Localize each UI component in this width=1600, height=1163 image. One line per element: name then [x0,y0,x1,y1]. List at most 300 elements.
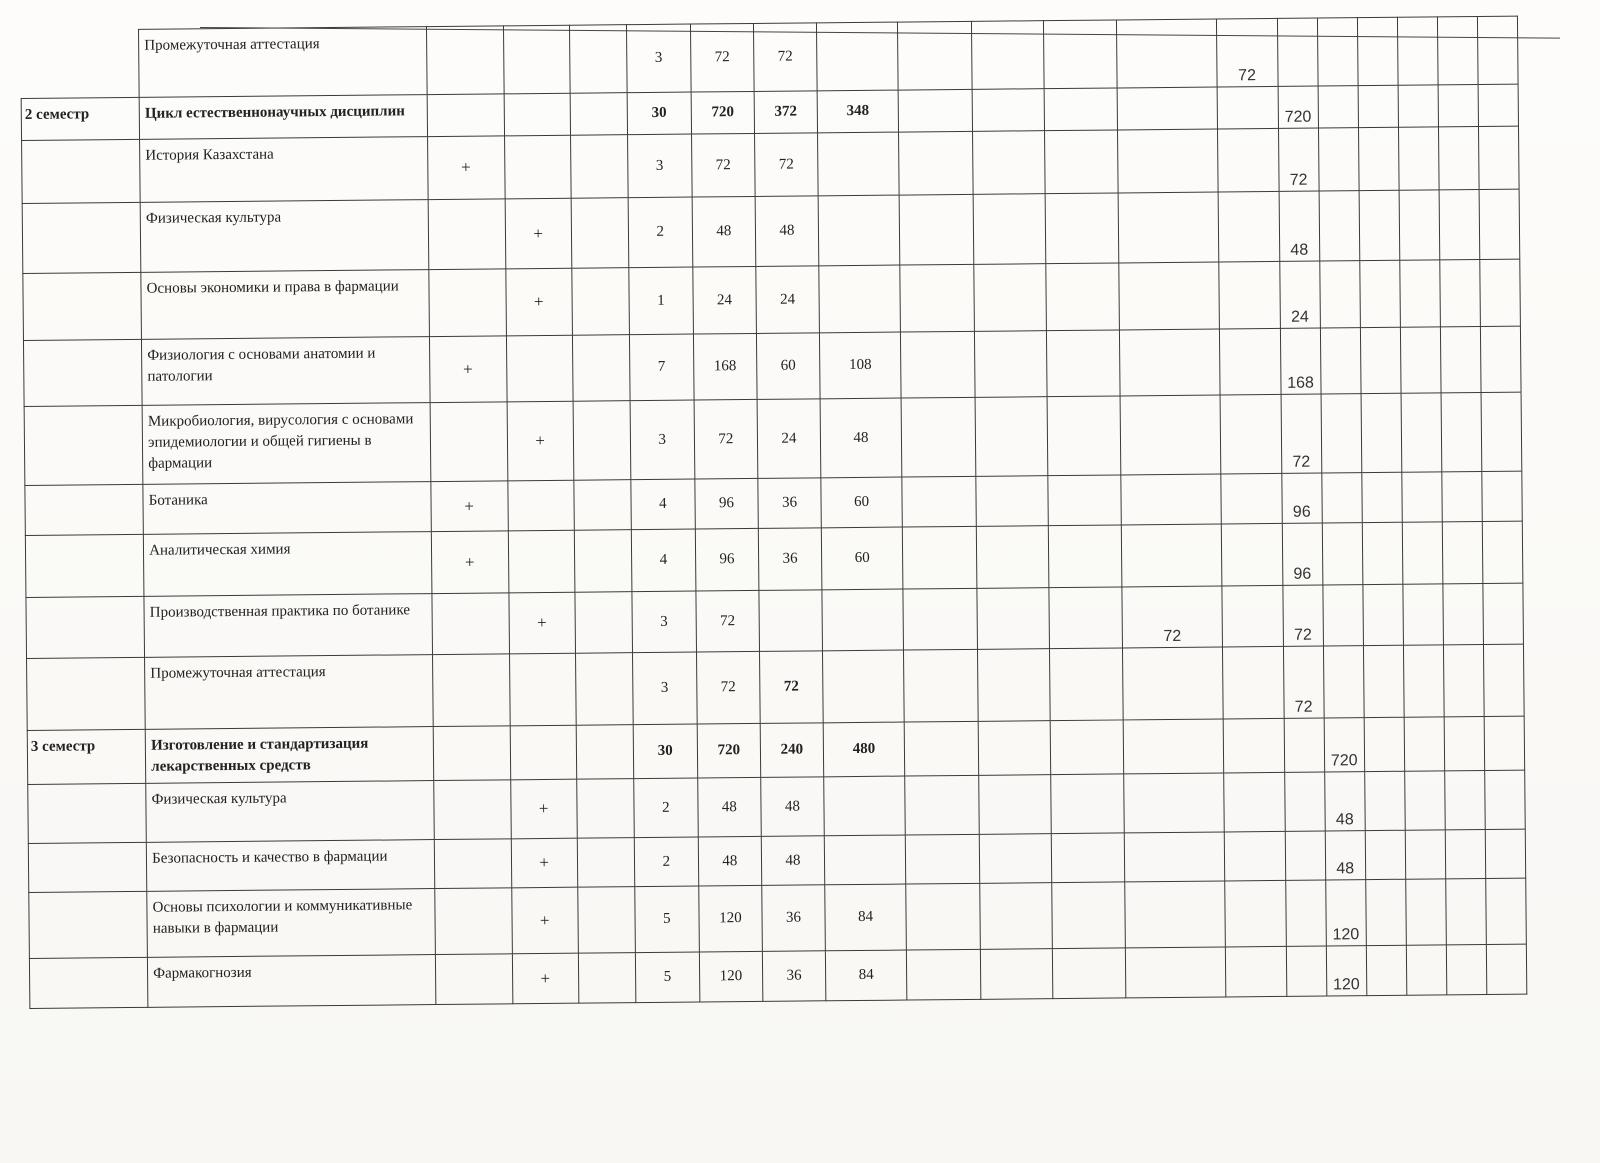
empty-cell [1365,830,1406,879]
empty-cell [904,721,979,776]
exam-mark [428,269,506,337]
empty-cell [906,883,981,950]
empty-cell [1439,190,1480,260]
practice-value [818,132,900,196]
empty-cell [570,135,628,199]
empty-cell [1400,327,1441,393]
empty-cell [1361,393,1402,472]
semester2-hours-value: 96 [1282,523,1323,585]
semester1-hours-value [1222,646,1284,719]
lectures-value: 240 [760,723,824,778]
empty-cell [1437,17,1478,85]
lectures-value: 36 [762,951,826,1002]
empty-cell [1364,717,1405,771]
hours-value: 720 [697,723,761,778]
practice-value: 48 [820,398,902,478]
discipline-name: Основы психологии и коммуникативные навыки в фармации [147,889,435,958]
empty-cell [1398,127,1439,190]
exam-mark: + [431,531,509,594]
practice-value: 60 [821,477,903,528]
semester3-hours-value [1323,585,1364,646]
credits-value: 2 [634,837,699,887]
empty-cell [1359,190,1400,260]
practice-value: 480 [823,722,905,777]
empty-cell [1443,644,1484,716]
practice-hours-value [1118,192,1218,263]
empty-cell [976,476,1049,527]
semester1-hours-value [1223,718,1285,773]
semester2-hours-value [1284,772,1325,831]
empty-cell [1051,774,1125,834]
practice-value: 84 [825,884,907,951]
credits-value: 2 [628,197,693,268]
empty-cell [1361,472,1402,522]
empty-cell [1477,16,1518,84]
credits-value: 3 [632,652,697,725]
credit-mark [504,135,571,199]
empty-cell [981,949,1054,1000]
discipline-name: Фармакогнозия [148,955,436,1008]
empty-cell [1358,127,1399,190]
semester3-hours-value [1321,473,1362,523]
empty-cell [1405,830,1446,879]
semester3-hours-value: 120 [1325,880,1366,946]
credit-mark [506,335,573,402]
exam-mark [435,954,513,1005]
empty-cell [975,397,1048,477]
empty-cell [899,194,974,265]
empty-cell [901,331,976,398]
empty-cell [1481,392,1522,471]
lectures-value: 36 [762,885,826,952]
empty-cell [899,131,974,195]
discipline-name: Ботаника [143,482,431,535]
empty-cell [1052,882,1126,949]
lectures-value [759,590,823,652]
discipline-name: Физическая культура [140,200,428,273]
practice-value [824,835,906,885]
semester3-hours-value: 48 [1325,831,1366,880]
empty-cell [1049,587,1123,649]
hours-value: 72 [690,23,754,92]
exam-mark: + [429,336,507,403]
exam-mark: + [430,481,508,532]
exam-mark [434,839,512,889]
semester3-hours-value: 48 [1324,772,1365,831]
empty-cell [973,194,1046,265]
semester1-hours-value [1223,772,1285,832]
semester1-hours-value [1224,880,1286,947]
empty-cell [1440,259,1481,326]
semester-cell [25,484,144,535]
credit-mark: + [509,592,576,654]
semester-cell [25,534,144,597]
semester-cell [29,891,148,958]
empty-cell [1363,645,1404,717]
discipline-name: Промежуточная аттестация [139,27,427,98]
credits-value: 30 [633,724,698,779]
empty-cell [906,949,981,1000]
semester3-hours-value: 120 [1326,946,1367,996]
semester2-hours-value: 24 [1279,261,1320,328]
curriculum-table [20,16,1527,1009]
empty-cell [1360,327,1401,393]
practice-hours-value [1117,19,1217,88]
credit-mark [503,25,570,94]
semester2-hours-value [1277,18,1318,86]
practice-value: 60 [821,527,903,590]
empty-cell [570,93,627,136]
empty-cell [902,526,977,589]
practice-hours-value [1125,832,1225,882]
empty-cell [1044,20,1118,89]
practice-hours-value: 72 [1122,586,1222,648]
empty-cell [1404,717,1445,771]
discipline-name: Физиология с основами анатомии и патологии [142,337,430,406]
empty-cell [575,592,633,654]
semester1-hours-value [1225,946,1287,997]
exam-mark [434,888,512,955]
empty-cell [1486,878,1527,944]
empty-cell [1366,945,1407,995]
practice-value [816,22,898,91]
semester2-hours-value: 72 [1282,585,1323,646]
empty-cell [1403,584,1444,645]
empty-cell [1484,770,1525,829]
empty-cell [1445,878,1486,944]
empty-cell [571,198,629,269]
exam-mark [427,94,504,137]
hours-value: 120 [699,885,763,952]
practice-value [822,650,904,723]
empty-cell [1404,771,1445,830]
empty-cell [1363,584,1404,645]
credits-value: 3 [627,134,692,198]
credits-value: 3 [626,24,691,93]
lectures-value: 36 [758,528,822,591]
discipline-name: Изготовление и стандартизация лекарственных средств [145,727,433,784]
empty-cell [1359,260,1400,327]
empty-cell [1045,130,1119,194]
empty-cell [1053,948,1127,999]
semester3-hours-value [1322,523,1363,585]
semester-cell: 2 семестр [21,97,140,140]
hours-value: 168 [693,333,757,400]
empty-cell [1048,475,1122,526]
practice-hours-value [1121,474,1221,525]
empty-cell [1441,392,1482,471]
semester2-hours-value: 720 [1278,86,1318,128]
empty-cell [977,588,1050,650]
empty-cell [1438,85,1478,127]
credit-mark [504,93,570,136]
semester2-hours-value: 72 [1278,128,1319,191]
empty-cell [975,331,1048,398]
practice-value [822,589,904,651]
empty-cell [902,476,977,527]
lectures-value: 48 [761,777,825,837]
empty-cell [574,530,632,593]
empty-cell [1438,127,1479,190]
empty-cell [1442,521,1483,583]
semester1-hours-value [1221,585,1283,647]
empty-cell [1440,326,1481,392]
empty-cell [901,397,976,477]
hours-value: 48 [698,777,762,837]
hours-value: 48 [692,196,756,267]
empty-cell [576,779,634,839]
empty-cell [979,775,1052,835]
exam-mark [430,402,508,482]
semester-cell [26,596,145,658]
hours-value: 120 [699,951,763,1002]
lectures-value: 48 [755,196,819,267]
curriculum-table-wrapper [20,16,1527,1009]
empty-cell [1442,471,1483,521]
empty-cell [1482,471,1523,521]
credits-value: 4 [631,529,696,592]
hours-value: 720 [691,91,754,134]
semester3-hours-value [1319,191,1360,261]
discipline-name: Микробиология, вирусология с основами эпидемиологии и общей гигиены в фармации [142,403,430,485]
credits-value: 30 [627,92,691,135]
semester-cell [29,957,148,1008]
semester1-hours-value: 72 [1216,18,1278,87]
empty-cell [972,89,1044,132]
hours-value: 72 [691,133,755,197]
credit-mark: + [510,779,577,839]
empty-cell [979,834,1052,884]
semester3-hours-value [1320,328,1361,394]
empty-cell [1403,645,1444,717]
empty-cell [1405,879,1446,945]
discipline-name: Физическая культура [146,781,434,843]
empty-cell [1480,326,1521,392]
empty-cell [1357,17,1398,85]
semester2-hours-value [1284,718,1325,772]
empty-cell [1050,648,1124,721]
empty-cell [1365,879,1406,945]
empty-cell [1486,944,1527,994]
empty-cell [898,89,972,132]
exam-mark [432,654,510,727]
practice-hours-value [1119,262,1219,330]
credit-mark [508,530,575,593]
empty-cell [1045,193,1119,264]
empty-cell [1485,829,1526,878]
empty-cell [905,834,980,884]
semester3-hours-value [1321,394,1362,473]
empty-cell [1397,17,1438,85]
empty-cell [1398,85,1438,127]
credit-mark: + [512,953,579,1004]
credit-mark: + [507,401,574,481]
semester2-hours-value: 48 [1279,191,1320,261]
credits-value: 1 [629,267,694,335]
hours-value: 72 [694,399,758,479]
semester-cell [28,783,147,843]
practice-value: 348 [817,90,898,133]
empty-cell [903,588,978,650]
empty-cell [976,526,1049,589]
semester1-hours-value [1220,394,1282,474]
practice-hours-value [1117,87,1217,130]
semester-cell [21,29,140,98]
empty-cell [1484,716,1525,770]
discipline-name: Основы экономики и права в фармации [141,270,429,340]
lectures-value: 36 [758,478,822,529]
semester-cell [24,405,143,485]
empty-cell [978,721,1051,776]
practice-hours-value [1123,647,1223,720]
empty-cell [1399,190,1440,260]
semester3-hours-value [1318,128,1359,191]
credit-mark: + [505,198,572,269]
semester1-hours-value [1220,473,1282,524]
credit-mark: + [511,838,578,888]
empty-cell [572,268,630,336]
empty-cell [980,883,1053,950]
empty-cell [1483,583,1524,644]
empty-cell [973,131,1046,195]
empty-cell [574,480,632,531]
practice-hours-value [1124,773,1224,833]
lectures-value: 60 [756,333,820,400]
semester-cell [27,657,146,730]
credits-value: 4 [631,479,696,530]
semester1-hours-value [1219,328,1281,395]
lectures-value: 72 [754,133,818,197]
exam-mark: + [427,136,505,200]
semester3-hours-value: 720 [1324,718,1365,772]
semester1-hours-value [1224,831,1286,881]
discipline-name: Цикл естественнонаучных дисциплин [139,95,427,140]
semester-cell [22,139,141,203]
hours-value: 48 [698,836,762,886]
credits-value: 3 [630,400,695,480]
semester2-hours-value: 72 [1283,646,1324,718]
empty-cell [578,953,636,1004]
semester3-hours-value [1319,261,1360,328]
empty-cell [1444,770,1485,829]
empty-cell [572,335,630,402]
empty-cell [1483,644,1524,716]
semester1-hours-value [1218,191,1280,262]
semester3-hours-value [1323,646,1364,718]
empty-cell [1358,85,1398,127]
exam-mark [431,593,509,655]
hours-value: 72 [696,651,760,724]
semester2-hours-value: 72 [1281,394,1322,473]
exam-mark [426,26,504,95]
empty-cell [1446,944,1487,994]
empty-cell [1362,522,1403,584]
empty-cell [972,21,1045,90]
empty-cell [1047,330,1121,397]
exam-mark [428,199,506,270]
empty-cell [974,264,1047,332]
semester-cell [23,339,142,406]
semester1-hours-value [1218,261,1280,329]
empty-cell [904,649,979,722]
credits-value: 2 [633,778,698,838]
empty-cell [1044,88,1117,131]
credit-mark [509,653,576,726]
discipline-name: Производственная практика по ботанике [144,594,432,658]
lectures-value: 372 [754,91,817,134]
empty-cell [573,401,631,481]
practice-hours-value [1126,947,1226,998]
credit-mark: + [505,268,572,336]
semester1-hours-value [1217,86,1278,129]
empty-cell [1478,84,1519,126]
empty-cell [1399,260,1440,327]
curriculum-table-body [21,16,1527,1008]
lectures-value: 48 [761,836,825,886]
lectures-value: 72 [753,23,817,92]
hours-value: 72 [696,590,760,652]
lectures-value: 24 [756,266,820,334]
discipline-name: Аналитическая химия [144,532,432,597]
empty-cell [1444,716,1485,770]
empty-cell [577,887,635,954]
practice-hours-value [1118,129,1218,193]
empty-cell [575,653,633,726]
table-row [24,392,1522,485]
empty-cell [900,264,975,332]
empty-cell [905,775,980,835]
empty-cell [1049,525,1123,588]
empty-cell [569,25,627,94]
credit-mark [507,480,574,531]
empty-cell [1445,829,1486,878]
empty-cell [1401,393,1442,472]
empty-cell [1406,945,1447,995]
semester2-hours-value [1286,946,1327,996]
credits-value: 7 [629,334,694,401]
exam-mark [433,726,511,781]
credit-mark [510,725,577,780]
empty-cell [1402,522,1443,584]
practice-hours-value [1122,524,1222,587]
discipline-name: Промежуточная аттестация [145,655,433,730]
semester2-hours-value: 168 [1280,328,1321,394]
practice-value: 108 [819,332,901,399]
semester3-hours-value [1318,86,1358,128]
empty-cell [576,725,634,780]
empty-cell [978,649,1051,722]
empty-cell [1052,833,1126,883]
semester2-hours-value [1285,831,1326,880]
credit-mark: + [511,887,578,954]
discipline-name: История Казахстана [140,137,428,203]
practice-hours-value [1125,881,1225,948]
empty-cell [1443,583,1484,644]
semester-cell [23,272,142,340]
empty-cell [577,838,635,888]
empty-cell [1482,521,1523,583]
lectures-value: 24 [757,399,821,479]
empty-cell [1364,771,1405,830]
empty-cell [1050,720,1124,775]
semester1-hours-value [1217,128,1279,192]
practice-value [818,195,900,266]
empty-cell [1480,259,1521,326]
semester1-hours-value [1221,523,1283,586]
practice-hours-value [1120,395,1220,475]
credits-value: 3 [632,591,697,653]
credits-value: 5 [635,952,700,1003]
